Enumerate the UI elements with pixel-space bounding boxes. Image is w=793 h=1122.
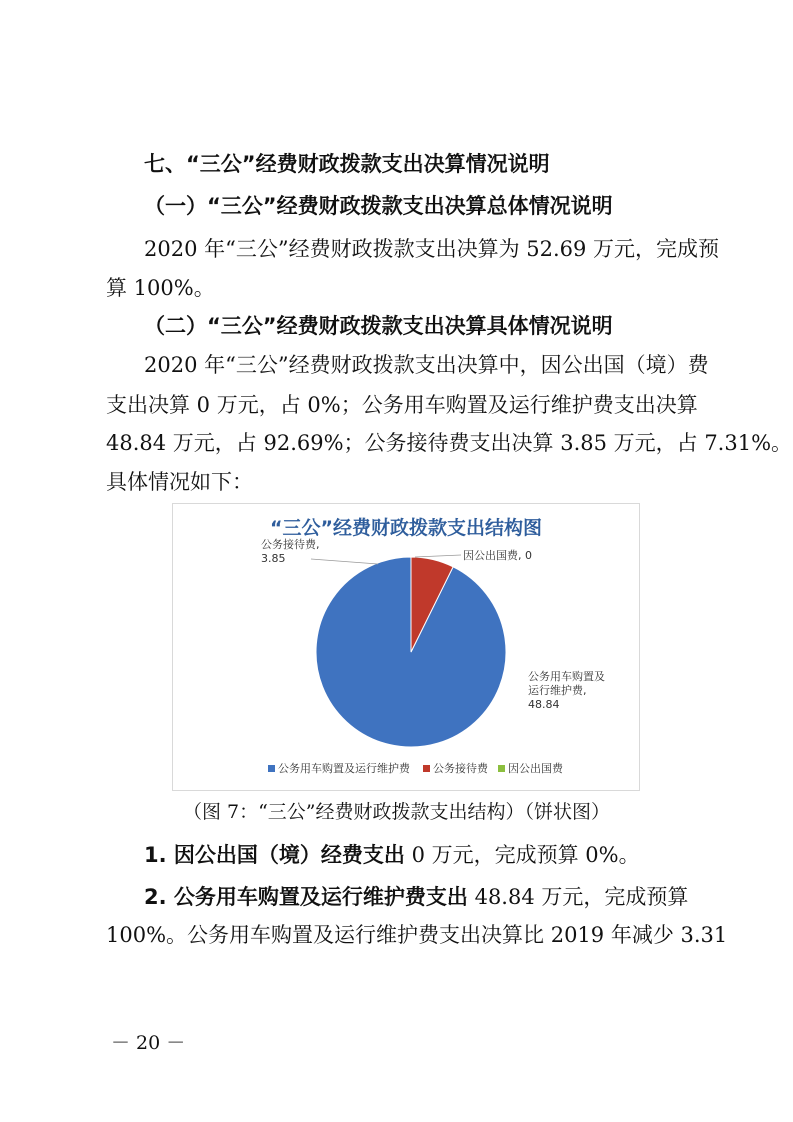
subsection-heading-1: （一）“三公”经费财政拨款支出决算总体情况说明 bbox=[144, 194, 613, 218]
paragraph-line: 100%。公务用车购置及运行维护费支出决算比 2019 年减少 3.31 bbox=[106, 923, 728, 947]
list-item-2 bbox=[144, 883, 688, 911]
list-item-2-title: 2. 公务用车购置及运行维护费支出 bbox=[144, 885, 468, 909]
paragraph-line: 算 100%。 bbox=[106, 276, 215, 300]
legend-label-car: 公务用车购置及运行维护费 bbox=[278, 762, 410, 775]
data-label-car: 48.84 bbox=[528, 698, 560, 711]
legend-label-abroad: 因公出国费 bbox=[508, 762, 563, 775]
paragraph-line: 2020 年“三公”经费财政拨款支出决算为 52.69 万元，完成预 bbox=[144, 237, 720, 261]
page-number: － 20 － bbox=[111, 1032, 186, 1054]
data-label-reception: 公务接待费, bbox=[261, 538, 320, 551]
paragraph-line: 48.84 万元，占 92.69%；公务接待费支出决算 3.85 万元，占 7.31%。 bbox=[106, 431, 793, 455]
chart-title: “三公”经费财政拨款支出结构图 bbox=[270, 517, 542, 539]
legend-swatch-reception bbox=[423, 765, 430, 772]
paragraph-line: 2020 年“三公”经费财政拨款支出决算中，因公出国（境）费 bbox=[144, 353, 709, 377]
section-heading: 七、“三公”经费财政拨款支出决算情况说明 bbox=[144, 152, 550, 176]
legend-label-reception: 公务接待费 bbox=[433, 762, 488, 775]
list-item-1-title: 1. 因公出国（境）经费支出 bbox=[144, 843, 405, 867]
leader-line-reception bbox=[311, 559, 378, 564]
list-item-1-text: 0 万元，完成预算 0%。 bbox=[404, 843, 640, 867]
list-item-2-text: 48.84 万元，完成预算 bbox=[467, 885, 689, 909]
data-label-abroad: 因公出国费, 0 bbox=[463, 549, 532, 562]
data-label-car: 运行维护费, bbox=[528, 684, 587, 697]
subsection-heading-2: （二）“三公”经费财政拨款支出决算具体情况说明 bbox=[144, 314, 613, 338]
pie-chart-canvas bbox=[173, 504, 639, 790]
legend-swatch-car bbox=[268, 765, 275, 772]
data-label-reception: 3.85 bbox=[261, 552, 286, 565]
data-label-car: 公务用车购置及 bbox=[528, 670, 605, 683]
leader-line-abroad bbox=[415, 555, 461, 557]
paragraph-line: 具体情况如下： bbox=[106, 470, 253, 494]
paragraph-line: 支出决算 0 万元，占 0%；公务用车购置及运行维护费支出决算 bbox=[106, 393, 698, 417]
figure-caption: （图 7：“三公”经费财政拨款支出结构）（饼状图） bbox=[182, 801, 611, 823]
pie-slices bbox=[316, 557, 506, 747]
pie-chart bbox=[172, 503, 640, 791]
legend-swatch-abroad bbox=[498, 765, 505, 772]
list-item-1 bbox=[144, 841, 640, 869]
chart-legend bbox=[268, 761, 564, 775]
